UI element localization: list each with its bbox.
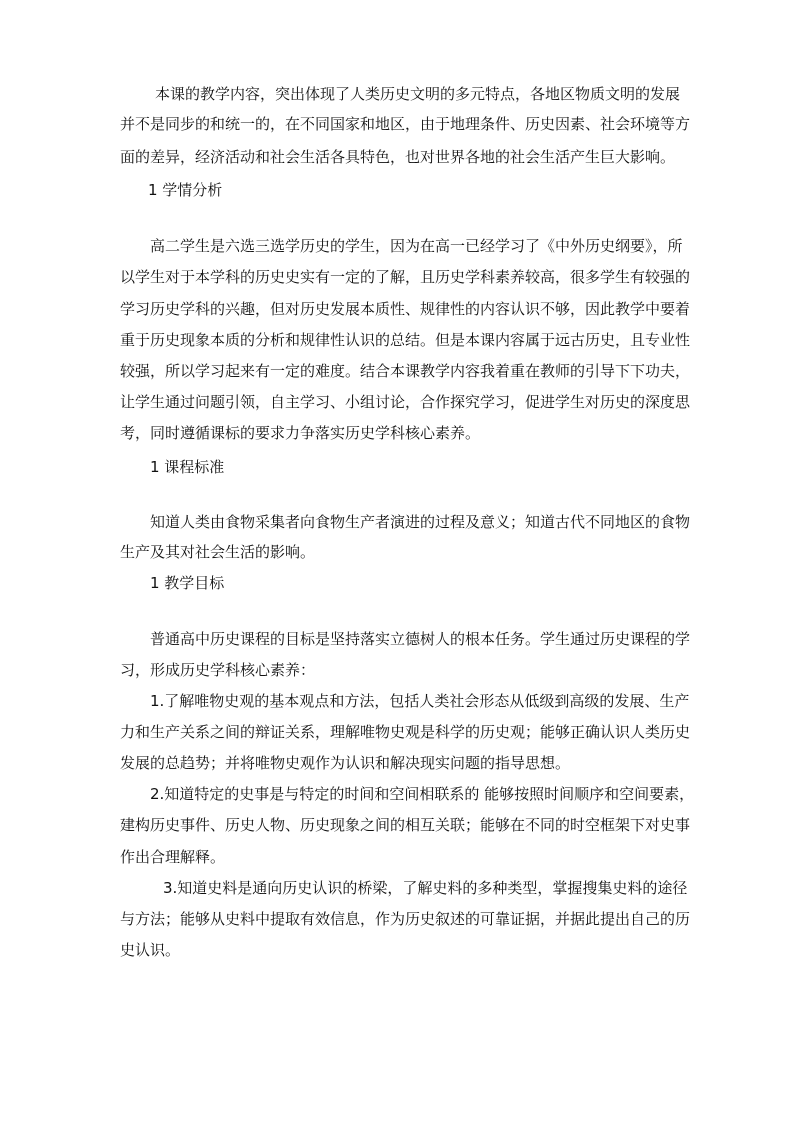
paragraph-1-line-1: 本课的教学内容，突出体现了人类历史文明的多元特点，各地区物质文明的发展	[155, 85, 681, 103]
paragraph-3-line-2: 生产及其对社会生活的影响。	[120, 543, 316, 561]
paragraph-2-line-4: 重于历史现象本质的分析和规律性认识的总结。但是本课内容属于远古历史，且专业性	[120, 331, 691, 349]
section-heading-curriculum-standard: 1 课程标准	[150, 458, 225, 476]
objective-2-line-1: 2.知道特定的史事是与特定的时间和空间相联系的 能够按照时间顺序和空间要素，	[150, 785, 695, 803]
section-heading-teaching-objectives: 1 教学目标	[150, 574, 225, 592]
paragraph-4-line-2: 习，形成历史学科核心素养：	[120, 661, 316, 679]
paragraph-1-line-3: 面的差异，经济活动和社会生活各具特色，也对世界各地的社会生活产生巨大影响。	[120, 148, 676, 166]
objective-1-line-2: 力和生产关系之间的辩证关系，理解唯物史观是科学的历史观；能够正确认识人类历史	[120, 723, 691, 741]
paragraph-2-line-3: 学习历史学科的兴趣，但对历史发展本质性、规律性的内容认识不够，因此教学中要着	[120, 300, 691, 318]
objective-3-line-1: 3.知道史料是通向历史认识的桥梁，了解史料的多种类型，掌握搜集史料的途径	[163, 879, 688, 897]
paragraph-2-line-1: 高二学生是六选三选学历史的学生，因为在高一已经学习了《中外历史纲要》，所	[150, 237, 683, 255]
paragraph-2-line-2: 以学生对于本学科的历史史实有一定的了解，且历史学科素养较高，很多学生有较强的	[120, 268, 691, 286]
objective-3-line-3: 史认识。	[120, 941, 181, 959]
objective-1-line-1: 1.了解唯物史观的基本观点和方法，包括人类社会形态从低级到高级的发展、生产	[150, 692, 690, 710]
paragraph-2-line-5: 较强，所以学习起来有一定的难度。结合本课教学内容我着重在教师的引导下下功夫，	[120, 362, 691, 380]
paragraph-3-line-1: 知道人类由食物采集者向食物生产者演进的过程及意义；知道古代不同地区的食物	[150, 513, 691, 531]
objective-2-line-3: 作出合理解释。	[120, 848, 226, 866]
objective-3-line-2: 与方法；能够从史料中提取有效信息，作为历史叙述的可靠证据，并据此提出自己的历	[120, 910, 691, 928]
objective-1-line-3: 发展的总趋势；并将唯物史观作为认识和解决现实问题的指导思想。	[120, 754, 571, 772]
paragraph-2-line-7: 考，同时遵循课标的要求力争落实历史学科核心素养。	[120, 424, 481, 442]
paragraph-1-line-2: 并不是同步的和统一的，在不同国家和地区，由于地理条件、历史因素、社会环境等方	[120, 115, 691, 133]
section-heading-learning-analysis: 1 学情分析	[148, 181, 223, 199]
paragraph-4-line-1: 普通高中历史课程的目标是坚持落实立德树人的根本任务。学生通过历史课程的学	[150, 630, 691, 648]
objective-2-line-2: 建构历史事件、历史人物、历史现象之间的相互关联；能够在不同的时空框架下对史事	[120, 816, 691, 834]
paragraph-2-line-6: 让学生通过问题引领，自主学习、小组讨论，合作探究学习，促进学生对历史的深度思	[120, 393, 691, 411]
